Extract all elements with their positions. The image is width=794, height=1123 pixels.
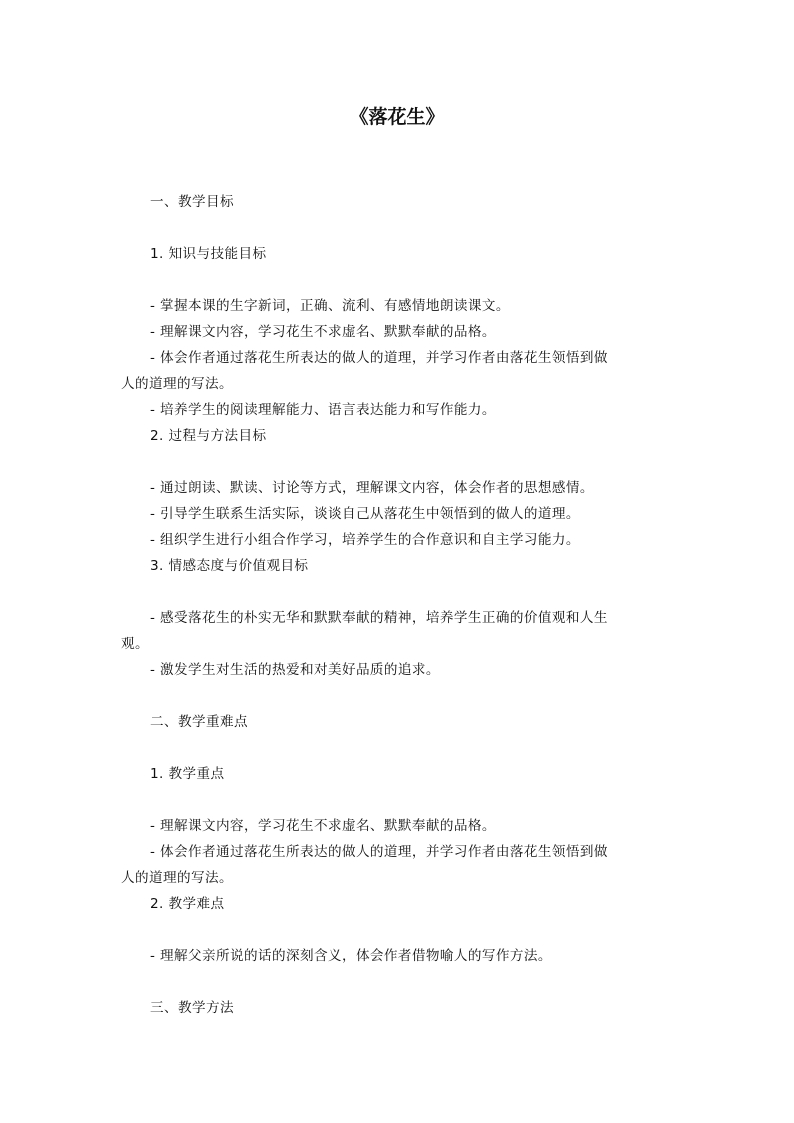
section-heading-methods: 三、教学方法 (150, 1000, 234, 1016)
subheading-difficulty: 2. 教学难点 (150, 896, 225, 912)
list-item: - 掌握本课的生字新词，正确、流利、有感情地朗读课文。 (150, 298, 510, 314)
list-item: - 理解课文内容，学习花生不求虚名、默默奉献的品格。 (150, 324, 496, 340)
subheading-process-method: 2. 过程与方法目标 (150, 428, 267, 444)
subheading-knowledge-skills: 1. 知识与技能目标 (150, 246, 267, 262)
subheading-key-focus: 1. 教学重点 (150, 766, 225, 782)
list-item: - 理解课文内容，学习花生不求虚名、默默奉献的品格。 (150, 818, 496, 834)
list-item-continuation: 观。 (121, 636, 149, 652)
list-item: - 感受落花生的朴实无华和默默奉献的精神，培养学生正确的价值观和人生 (150, 610, 608, 626)
list-item-continuation: 人的道理的写法。 (121, 870, 233, 886)
list-item: - 理解父亲所说的话的深刻含义，体会作者借物喻人的写作方法。 (150, 948, 552, 964)
list-item: - 组织学生进行小组合作学习，培养学生的合作意识和自主学习能力。 (150, 532, 580, 548)
section-heading-key-points: 二、教学重难点 (150, 714, 248, 730)
list-item: - 通过朗读、默读、讨论等方式，理解课文内容，体会作者的思想感情。 (150, 480, 594, 496)
list-item: - 体会作者通过落花生所表达的做人的道理，并学习作者由落花生领悟到做 (150, 350, 608, 366)
document-title: 《落花生》 (349, 106, 445, 128)
subheading-emotion-values: 3. 情感态度与价值观目标 (150, 558, 309, 574)
list-item: - 激发学生对生活的热爱和对美好品质的追求。 (150, 662, 440, 678)
list-item: - 引导学生联系生活实际，谈谈自己从落花生中领悟到的做人的道理。 (150, 506, 580, 522)
list-item-continuation: 人的道理的写法。 (121, 376, 233, 392)
list-item: - 培养学生的阅读理解能力、语言表达能力和写作能力。 (150, 402, 496, 418)
list-item: - 体会作者通过落花生所表达的做人的道理，并学习作者由落花生领悟到做 (150, 844, 608, 860)
section-heading-objectives: 一、教学目标 (150, 194, 234, 210)
